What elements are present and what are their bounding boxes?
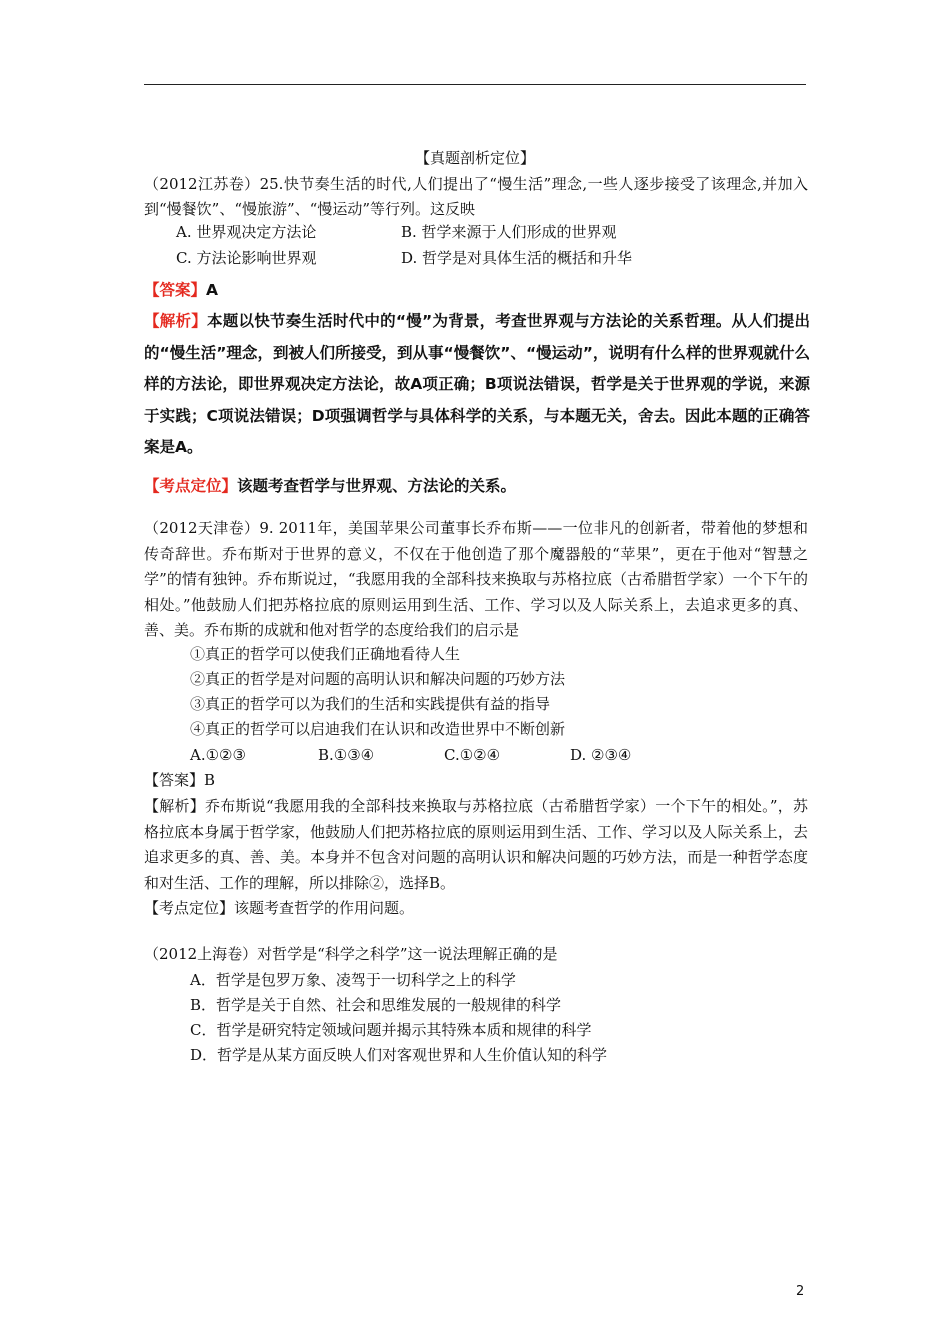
q2-item-3: ③真正的哲学可以为我们的生活和实践提供有益的指导 <box>190 695 551 713</box>
q2-choice-c: C.①②④ <box>444 746 501 764</box>
page-number: 2 <box>796 1284 805 1299</box>
q2-item-2: ②真正的哲学是对问题的高明认识和解决问题的巧妙方法 <box>190 670 566 688</box>
analysis-tag: 【解析】 <box>144 312 207 330</box>
q1-option-c: C. 方法论影响世界观 <box>176 249 317 267</box>
q2-stem: （2012天津卷）9. 2011年，美国苹果公司董事长乔布斯——一位非凡的创新者，带着他的梦想和传奇辞世。乔布斯对于世界的意义，不仅在于他创造了那个魔器般的“苹果”，更在于他对“智慧之学”的情有独钟。乔布斯说过，“我愿用我的全部科技来换取与苏格拉底（古希腊哲学家）一个下午的相处。”他鼓励人们把苏格拉底的原则运用到生活、工作、学习以及人际关系上，去追求更多的真、善、美。乔布斯的成就和他对哲学的态度给我们的启示是 <box>144 519 808 639</box>
q3-option-d: D．哲学是从某方面反映人们对客观世界和人生价值认知的科学 <box>190 1046 608 1064</box>
q2-analysis: 【解析】乔布斯说“我愿用我的全部科技来换取与苏格拉底（古希腊哲学家）一个下午的相处。”，苏格拉底本身属于哲学家，他鼓励人们把苏格拉底的原则运用到生活、工作、学习以及人际关系上，去追求更多的真、善、美。本身并不包含对问题的高明认识和解决问题的巧妙方法，而是一种哲学态度和对生活、工作的理解，所以排除②，选择B。 <box>144 797 808 892</box>
q1-option-b: B. 哲学来源于人们形成的世界观 <box>401 223 617 241</box>
q3-option-b: B．哲学是关于自然、社会和思维发展的一般规律的科学 <box>190 996 562 1014</box>
point-tag: 【考点定位】 <box>144 477 238 495</box>
q3-option-a: A．哲学是包罗万象、凌驾于一切科学之上的科学 <box>190 971 516 989</box>
q2-item-4: ④真正的哲学可以启迪我们在认识和改造世界中不断创新 <box>190 720 566 738</box>
section-heading: 【真题剖析定位】 <box>414 149 535 167</box>
q1-point <box>144 476 516 496</box>
q2-item-1: ①真正的哲学可以使我们正确地看待人生 <box>190 645 461 663</box>
q1-option-a: A. 世界观决定方法论 <box>176 223 317 241</box>
q2-choice-a: A.①②③ <box>190 746 246 764</box>
analysis-text: 本题以快节奏生活时代中的“慢”为背景，考查世界观与方法论的关系哲理。从人们提出的“慢生活”理念，到被人们所接受，到从事“慢餐饮”、“慢运动”，说明有什么样的世界观就什么样的方法论，即世界观决定方法论，故A项正确；B项说法错误，哲学是关于世界观的学说，来源于实践；C项说法错误；D项强调哲学与具体科学的关系，与本题无关，舍去。因此本题的正确答案是A。 <box>144 312 810 456</box>
q1-stem: （2012江苏卷）25.快节奏生活的时代,人们提出了“慢生活”理念,一些人逐步接受了该理念,并加入到“慢餐饮”、“慢旅游”、“慢运动”等行列。这反映 <box>144 175 808 218</box>
q3-option-c: C．哲学是研究特定领域问题并揭示其特殊本质和规律的科学 <box>190 1021 592 1039</box>
q1-option-d: D. 哲学是对具体生活的概括和升华 <box>401 249 633 267</box>
point-text: 该题考查哲学与世界观、方法论的关系。 <box>237 477 517 495</box>
header-rule <box>144 84 806 85</box>
q3-stem: （2012上海卷）对哲学是“科学之科学”这一说法理解正确的是 <box>144 945 558 963</box>
q2-point: 【考点定位】该题考查哲学的作用问题。 <box>144 899 415 917</box>
answer-value: A <box>206 281 219 299</box>
q2-choice-d: D. ②③④ <box>570 746 632 764</box>
answer-tag: 【答案】 <box>144 281 207 299</box>
q1-answer <box>144 280 218 300</box>
q2-answer: 【答案】B <box>144 771 216 789</box>
q2-choice-b: B.①③④ <box>318 746 375 764</box>
q1-analysis <box>144 306 810 464</box>
